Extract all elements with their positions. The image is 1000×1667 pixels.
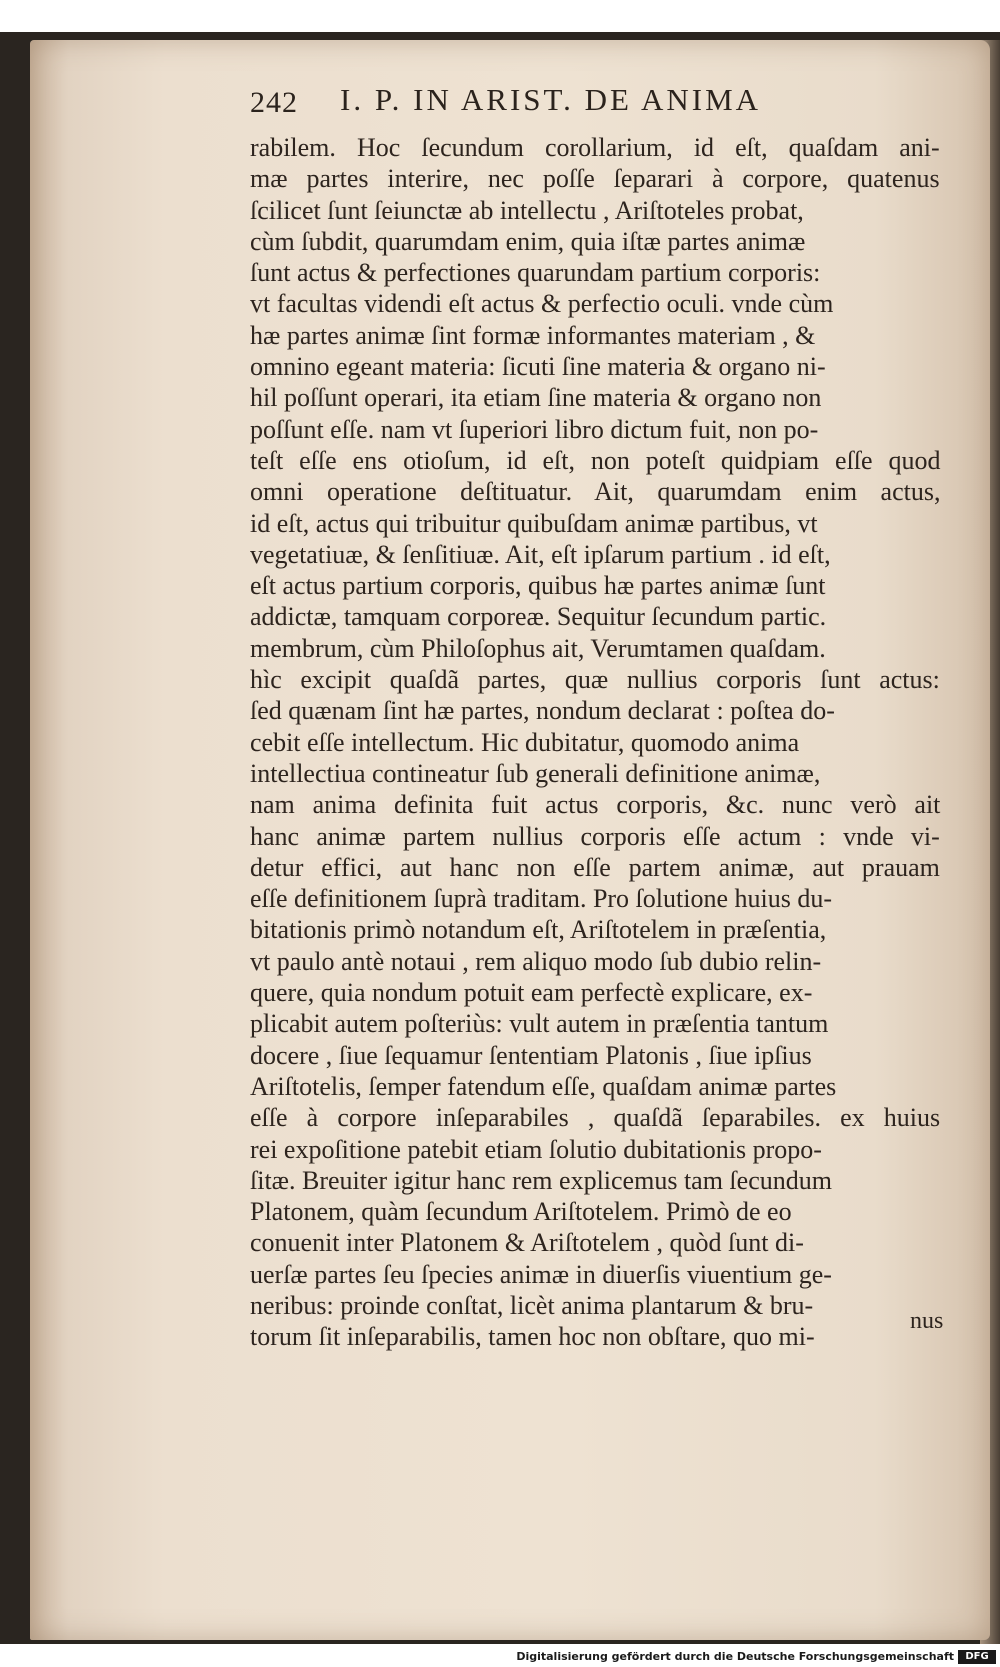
text-line: poſſunt eſſe. nam vt ſuperiori libro dictum fuit, non po- xyxy=(250,414,819,444)
text-line: torum ſit inſeparabilis, tamen hoc non obſtare, quo mi- xyxy=(250,1322,815,1352)
funding-notice: Digitalisierung gefördert durch die Deutsche Forschungsgemeinschaft xyxy=(516,1650,954,1663)
text-line: plicabit autem poſteriùs: vult autem in præſentia tantum xyxy=(250,1009,829,1039)
text-line: ſed quænam ſint hæ partes, nondum declarat : poſtea do- xyxy=(250,696,835,726)
text-line: Ariſtotelis, ſemper fatendum eſſe, quaſdam animæ partes xyxy=(250,1071,837,1101)
text-line: neribus: proinde conſtat, licèt anima plantarum & bru- xyxy=(250,1290,814,1320)
text-line: omni operatione deſtituatur. Ait, quarumdam enim actus, xyxy=(250,477,941,507)
text-line: membrum, cùm Philoſophus ait, Verumtamen quaſdam. xyxy=(250,633,826,663)
text-line: vegetatiuæ, & ſenſitiuæ. Ait, eſt ipſarum partium . id eſt, xyxy=(250,539,831,569)
text-line: omnino egeant materia: ſicuti ſine materia & organo ni- xyxy=(250,352,826,382)
body-text xyxy=(250,132,940,1353)
dfg-logo: DFG xyxy=(958,1650,996,1664)
text-line: rei expoſitione patebit etiam ſolutio dubitationis propo- xyxy=(250,1134,822,1164)
page-header xyxy=(250,82,810,122)
text-line: vt facultas videndi eſt actus & perfectio oculi. vnde cùm xyxy=(250,289,834,319)
running-head: I. P. IN ARIST. DE ANIMA xyxy=(340,82,762,117)
text-line: eſſe definitionem ſuprà traditam. Pro ſolutione huius du- xyxy=(250,884,832,914)
text-line: hæ partes animæ ſint formæ informantes materiam , & xyxy=(250,320,816,350)
text-line: id eſt, actus qui tribuitur quibuſdam animæ partibus, vt xyxy=(250,508,818,538)
text-line: bitationis primò notandum eſt, Ariſtotelem in præſentia, xyxy=(250,915,827,945)
text-line: rabilem. Hoc ſecundum corollarium, id eſt, quaſdam ani- xyxy=(250,133,940,162)
text-line: uerſæ partes ſeu ſpecies animæ in diuerſis viuentium ge- xyxy=(250,1259,832,1289)
text-line: vt paulo antè notaui , rem aliquo modo ſub dubio relin- xyxy=(250,946,822,976)
text-line: addictæ, tamquam corporeæ. Sequitur ſecundum partic. xyxy=(250,602,827,632)
text-line: docere , ſiue ſequamur ſententiam Platonis , ſiue ipſius xyxy=(250,1040,812,1070)
text-line: mæ partes interire, nec poſſe ſeparari à corpore, quatenus xyxy=(250,164,940,194)
text-line: cebit eſſe intellectum. Hic dubitatur, quomodo anima xyxy=(250,727,800,757)
text-line: ſcilicet ſunt ſeiunctæ ab intellectu , Ariſtoteles probat, xyxy=(250,195,804,225)
text-line: quere, quia nondum potuit eam perfectè explicare, ex- xyxy=(250,978,813,1008)
text-line: ſitæ. Breuiter igitur hanc rem explicemus tam ſecundum xyxy=(250,1165,832,1195)
text-line: detur effici, aut hanc non eſſe partem animæ, aut prauam xyxy=(250,852,940,882)
text-line: hìc excipit quaſdã partes, quæ nullius corporis ſunt actus: xyxy=(250,665,940,695)
text-line: intellectiua contineatur ſub generali definitione animæ, xyxy=(250,758,821,788)
digitization-footer xyxy=(0,1648,1000,1667)
text-line: eſſe à corpore inſeparabiles , quaſdã ſeparabiles. ex huius xyxy=(250,1103,941,1133)
text-line: Platonem, quàm ſecundum Ariſtotelem. Primò de eo xyxy=(250,1197,792,1227)
catchword: nus xyxy=(910,1308,944,1334)
text-line: teſt eſſe ens otioſum, id eſt, non poteſt quidpiam eſſe quod xyxy=(250,445,941,475)
page-number: 242 xyxy=(250,86,298,119)
text-line: eſt actus partium corporis, quibus hæ partes animæ ſunt xyxy=(250,571,826,601)
text-line: hil poſſunt operari, ita etiam ſine materia & organo non xyxy=(250,383,822,413)
text-line: hanc animæ partem nullius corporis eſſe actum : vnde vi- xyxy=(250,821,940,851)
text-line: conuenit inter Platonem & Ariſtotelem , quòd ſunt di- xyxy=(250,1228,804,1258)
text-line: ſunt actus & perfectiones quarundam partium corporis: xyxy=(250,258,821,288)
text-line: cùm ſubdit, quarumdam enim, quia iſtæ partes animæ xyxy=(250,226,806,256)
text-line: nam anima definita fuit actus corporis, &c. nunc verò ait xyxy=(250,790,941,820)
